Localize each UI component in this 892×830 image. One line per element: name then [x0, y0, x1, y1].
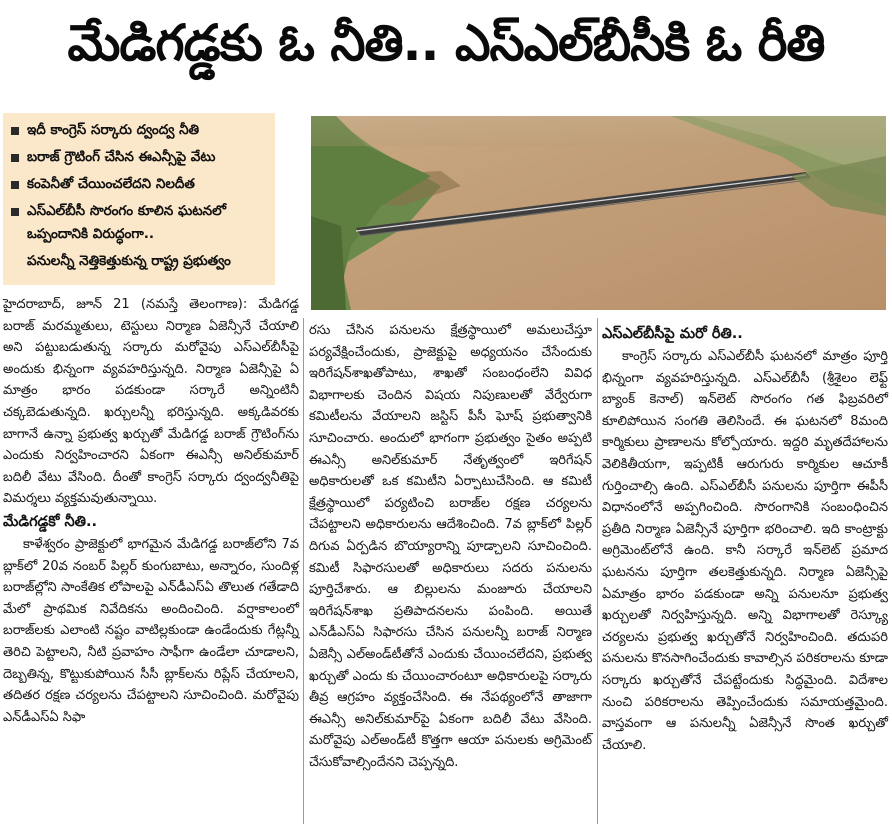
article-column-1 [3, 294, 299, 728]
highlight-text: ఎస్‌ఎల్‌బీసీ సొరంగం కూలిన ఘటనలో ఒప్పందానికి విరుద్ధంగా.. [27, 203, 227, 242]
highlight-text: కంపెనీతో చేయించలేదని నిలదీత [27, 176, 195, 192]
section-subhead: మేడిగడ్డకో నీతి.. [3, 513, 98, 530]
bullet-square-icon [11, 127, 19, 135]
highlight-item [3, 248, 275, 275]
body-paragraph: కాళేశ్వరం ప్రాజెక్టులో భాగమైన మేడిగడ్డ బరాజ్‌లోని 7వ బ్లాక్‌లో 20వ నంబర్‌ పిల్లర్‌ కుంగుబాటు, అన్నారం, సుందిళ్ల బరాజ్‌ల్లోని సాంకేతిక లోపాలపై ఎన్‌డీఎస్‌ఏ తొలుత గతేడాది మేలో ప్రాథమిక నివేదికను అందించింది. వర్షాకాలంలో బరాజ్‌లకు ఎలాంటి నష్టం వాటిల్లకుండా ఉండేందుకు గేట్లన్నీ తెరిచి పెట్టాలని, నీటి ప్రవాహం సాఫీగా ఉండేలా చూడాలని, దెబ్బతిన్న, కొట్టుకుపోయిన సీసీ బ్లాక్‌లను రిప్లేస్‌ చేయాలని, తదితర రక్షణ చర్యలను చేపట్టాలని సూచించింది. మరోవైపు ఎన్‌డీఎస్‌ఏ సిఫా [3, 536, 299, 725]
article-column-3 [602, 322, 888, 756]
highlight-item [3, 144, 275, 171]
highlight-item [3, 171, 275, 198]
highlight-text: బరాజ్‌ గ్రౌటింగ్‌ చేసిన ఈఎన్సీపై వేటు [27, 149, 216, 165]
barrage-aerial-photo [311, 116, 886, 310]
highlight-item [3, 198, 275, 248]
highlight-item [3, 117, 275, 144]
body-paragraph: కాంగ్రెస్‌ సర్కారు ఎస్‌ఎల్‌బీసీ ఘటనలో మాత్రం పూర్తి భిన్నంగా వ్యవహరిస్తున్నది. ఎస్‌ఎల్‌బీసీ (శ్రీశైలం లెఫ్ట్‌ బ్యాంక్‌ కెనాల్‌) ఇన్‌లెట్‌ సొరంగం గత ఫిబ్రవరిలో కూలిపోయిన సంగతి తెలిసిందే. ఈ ఘటనలో 8మంది కార్మికులు ప్రాణాలను కోల్పోయారు. ఇద్దరి మృతదేహాలను వెలికితీయగా, ఇప్పటికీ ఆరుగురు కార్మికుల ఆచూకీ గుర్తించాల్సి ఉంది. ఎస్‌ఎల్‌బీసీ పనులను పూర్తిగా ఈపీసీ విధానంలోనే అప్పగించింది. సొరంగానికి సంబంధించిన ప్రతీది నిర్మాణ ఏజెన్సీనే పూర్తిగా భరించాలి. ఇది కాంట్రాక్టు అగ్రిమెంట్‌లోనే ఉంది. కానీ సర్కారే ఇన్‌లెట్‌ ప్రమాద ఘటనను పూర్తిగా తలకెత్తుకున్నది. నిర్మాణ ఏజెన్సీపై ఏమాత్రం భారం పడకుండా అన్ని పనులనూ ప్రభుత్వ ఖర్చులతో నిర్వహిస్తున్నది. అన్ని విభాగాలతో రెస్క్యూ చర్యలను ప్రభుత్వ ఖర్చుతోనే నిర్వహించింది. తదుపరి పనులను కొనసాగించేందుకు కావాల్సిన పరికరాలను కూడా సర్కారు ఖర్చుతోనే చేపట్టేందుకు సిద్ధమైంది. విదేశాల నుంచి పరికరాలను తెప్పించేందుకు సమాయత్తమైంది. వాస్తవంగా ఆ పనులన్నీ ఏజెన్సీనే సొంత ఖర్చుతో చేయాలి. [602, 349, 888, 753]
article-column-2 [309, 320, 592, 773]
bullet-square-icon [11, 208, 19, 216]
headline: మేడిగడ్డకు ఓ నీతి.. ఎస్‌ఎల్‌బీసీకి ఓ రీతి [67, 13, 825, 72]
highlight-text: ఇదీ కాంగ్రెస్‌ సర్కారు ద్వంద్వ నీతి [27, 122, 200, 138]
column-divider [597, 318, 598, 824]
dateline-paragraph: హైదరాబాద్‌, జూన్‌ 21 (నమస్తే తెలంగాణ): మేడిగడ్డ బరాజ్‌ మరమ్మతులు, టెస్టులు నిర్మాణ ఏజెన్సీనే చేయాలి అని పట్టుబడుతున్న సర్కారు మరోవైపు ఎస్‌ఎల్‌బీసీపై అందుకు భిన్నంగా వ్యవహరిస్తున్నది. నిర్మాణ ఏజెన్సీపై ఏ మాత్రం భారం పడకుండా సర్కారే అన్నింటినీ చక్కబెడుతున్నది. ఖర్చులన్నీ భరిస్తున్నది. అక్కడివరకు బాగానే ఉన్నా ప్రభుత్వ ఖర్చుతో మేడిగడ్డ బరాజ్‌ గ్రౌటింగ్‌ను ఎందుకు నిర్వహించారని ఏకంగా ఈఎన్సీ అనిల్‌కుమార్‌ బదిలీ వేటు వేసింది. దీంతో కాంగ్రెస్‌ సర్కారు ద్వంద్వనీతిపై విమర్శలు వ్యక్తమవుతున్నాయి. [3, 297, 299, 507]
barrage-photo-icon [311, 116, 886, 310]
bullet-square-icon [11, 181, 19, 189]
highlight-text: పనులన్నీ నెత్తికెత్తుకున్న రాష్ట్ర ప్రభుత్వం [27, 253, 231, 269]
highlights-box [3, 113, 275, 285]
body-paragraph: రసు చేసిన పనులను క్షేత్రస్థాయిలో అమలుచేస్తూ పర్యవేక్షించేందుకు, ప్రాజెక్టుపై అధ్యయనం చేసేందుకు ఇరిగేషన్‌శాఖతోపాటు, శాఖతో సంబంధంలేని వివిధ విభాగాలకు చెందిన విషయ నిపుణులతో వేర్వేరుగా కమిటీలను వేయాలని జస్టిస్‌ పీసీ ఘోష్‌ ప్రభుత్వానికి సూచించారు. అందులో భాగంగా ప్రభుత్వం సైతం అప్పటి ఈఎన్సీ అనిల్‌కుమార్‌ నేతృత్వంలో ఇరిగేషన్‌ అధికారులతో ఒక కమిటీని ఏర్పాటుచేసింది. ఆ కమిటీ క్షేత్రస్థాయిలో పర్యటించి బరాజ్‌ల రక్షణ చర్యలను చేపట్టాలని అధికారులను ఆదేశించింది. 7వ బ్లాక్‌లో పిల్లర్‌ దిగువ ఏర్పడిన బొయ్యారాన్ని పూడ్చాలని సూచించింది. కమిటీ సిఫారసులతో అధికారులు సదరు పనులను పూర్తిచేశారు. ఆ బిల్లులను మంజూరు చేయాలని ఇరిగేషన్‌శాఖ ప్రతిపాదనలను పంపింది. అయితే ఎన్‌డీఎస్‌ఏ సిఫారసు చేసిన పనులన్నీ బరాజ్‌ నిర్మాణ ఏజెన్సీ ఎల్‌అండ్‌టీతోనే ఎందుకు చేయించలేదని, ప్రభుత్వ ఖర్చుతో ఎందు కు చేయించారంటూ అధికారులపై సర్కారు తీవ్ర ఆగ్రహం వ్యక్తంచేసింది. ఈ నేపథ్యంలోనే తాజాగా ఈఎన్సీ అనిల్‌కుమార్‌పై ఏకంగా బదిలీ వేటు వేసింది. మరోవైపు ఎల్‌అండ్‌టీ కొత్తగా ఆయా పనులకు అగ్రిమెంట్‌ చేసుకోవాల్సిందేనని చెప్పన్నది. [309, 323, 592, 770]
column-divider [303, 318, 304, 824]
bullet-square-icon [11, 154, 19, 162]
section-subhead: ఎస్‌ఎల్‌బీసీపై మరో రీతి.. [602, 326, 743, 342]
